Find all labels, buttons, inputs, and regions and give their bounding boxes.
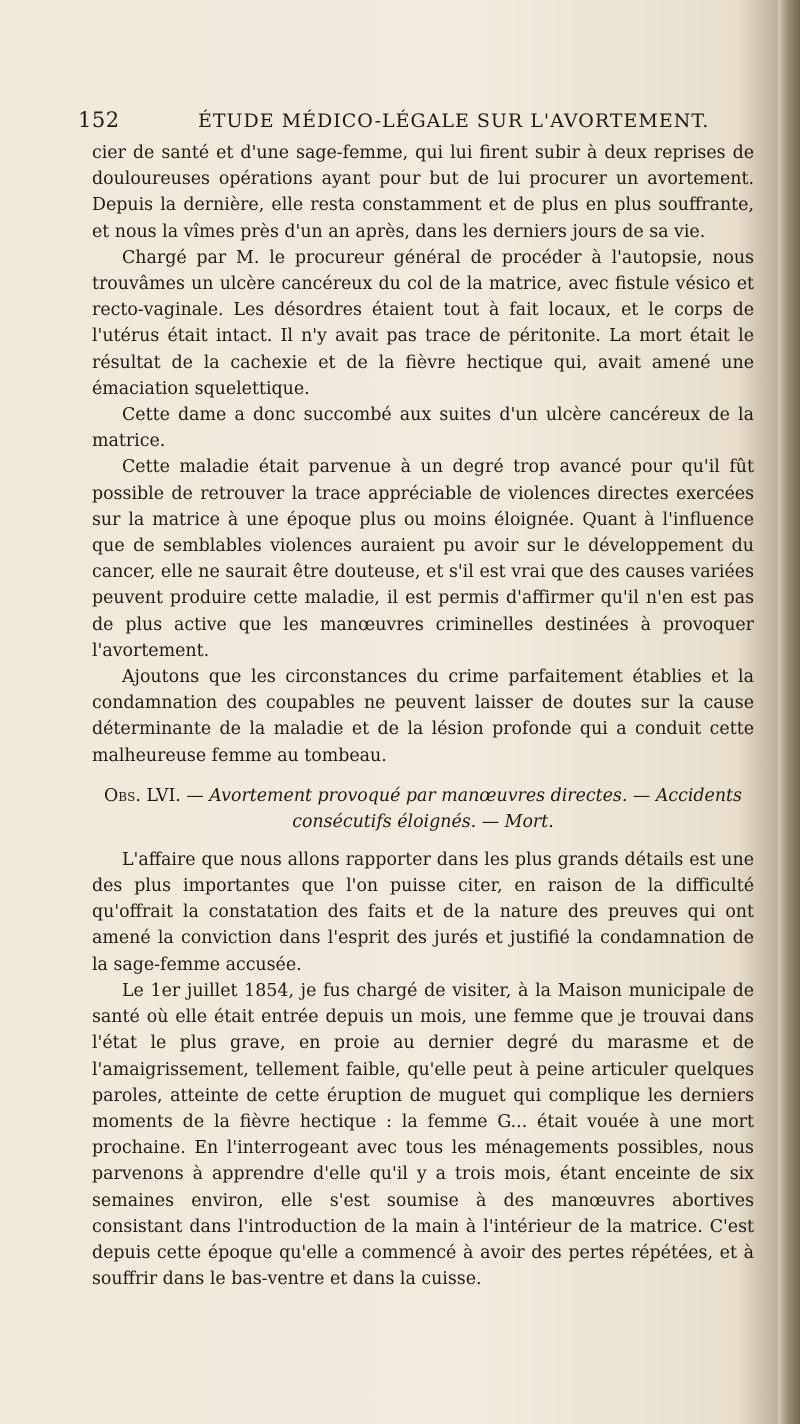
dash: —	[627, 785, 656, 806]
paragraph: Cette dame a donc succombé aux suites d'un ulcère cancéreux de la matrice.	[92, 405, 754, 452]
paragraph: cier de santé et d'une sage-femme, qui lui firent subir à deux reprises de douloureuses opérations ayant pour but de lui procurer un avortement. Depuis la dernière, elle resta constamment et de plus en plus souffrante, et nous la vîmes près d'un an après, dans les derniers jours de sa vie.	[92, 143, 754, 242]
observation-heading	[92, 783, 754, 835]
running-head: ÉTUDE MÉDICO-LÉGALE SUR L'AVORTEMENT.	[198, 110, 710, 132]
paragraph: Chargé par M. le procureur général de procéder à l'autopsie, nous trouvâmes un ulcère cancéreux du col de la matrice, avec fistule vésico et recto-vaginale. Les désordres étaient tout à fait locaux, et le corps de l'utérus était intact. Il n'y avait pas trace de péritonite. La mort était le résultat de la cachexie et de la fièvre hectique qui, avait amené une émaciation squelettique.	[92, 247, 754, 399]
dash: —	[476, 811, 505, 832]
page-header	[78, 108, 758, 138]
paragraph: Le 1er juillet 1854, je fus chargé de visiter, à la Maison municipale de santé où elle était entrée depuis un mois, une femme que je trouvai dans l'état le plus grave, en proie au dernier degré du marasme et de l'amaigrissement, tellement faible, qu'elle peut à peine articuler quelques paroles, atteinte de cette éruption de muguet qui complique les derniers moments de la fièvre hectique : la femme G... était vouée à une mort prochaine. En l'interrogeant avec tous les ménagements possibles, nous parvenons à apprendre d'elle qu'il y a trois mois, étant enceinte de six semaines environ, elle s'est soumise à des manœuvres abortives consistant dans l'introduction de la main à l'intérieur de la matrice. C'est depuis cette époque qu'elle a commencé à avoir des pertes répétées, et à souffrir dans le bas-ventre et dans la cuisse.	[92, 980, 754, 1290]
body-text	[92, 140, 754, 1292]
observation-outcome: Mort.	[504, 811, 554, 832]
paragraph: L'affaire que nous allons rapporter dans les plus grands détails est une des plus importantes que l'on puisse citer, en raison de la difficulté qu'offrait la constatation des faits et de la nature des preuves qui ont amené la conviction dans l'esprit des jurés et justifié la condamnation de la sage-femme accusée.	[92, 849, 754, 975]
dash: —	[180, 785, 210, 806]
paragraph: Ajoutons que les circonstances du crime parfaitement établies et la condamnation des coupables ne peuvent laisser de doutes sur la cause déterminante de la maladie et de la lésion profonde qui a conduit cette malheureuse femme au tombeau.	[92, 667, 754, 766]
observation-subtitle: Accidents consécutifs éloignés.	[292, 785, 742, 832]
paragraph: Cette maladie était parvenue à un degré trop avancé pour qu'il fût possible de retrouver la trace appréciable de violences directes exercées sur la matrice à une époque plus ou moins éloignée. Quant à l'influence que de semblables violences auraient pu avoir sur le développement du cancer, elle ne saurait être douteuse, et s'il est vrai que des causes variées peuvent produire cette maladie, il est permis d'affirmer qu'il n'en est pas de plus active que les manœuvres criminelles destinées à provoquer l'avortement.	[92, 457, 754, 661]
page-edge-shadow	[778, 0, 800, 1424]
page-number: 152	[78, 108, 120, 132]
observation-title: Avortement provoqué par manœuvres directes.	[209, 785, 628, 806]
observation-label: Obs. LVI.	[104, 785, 181, 806]
